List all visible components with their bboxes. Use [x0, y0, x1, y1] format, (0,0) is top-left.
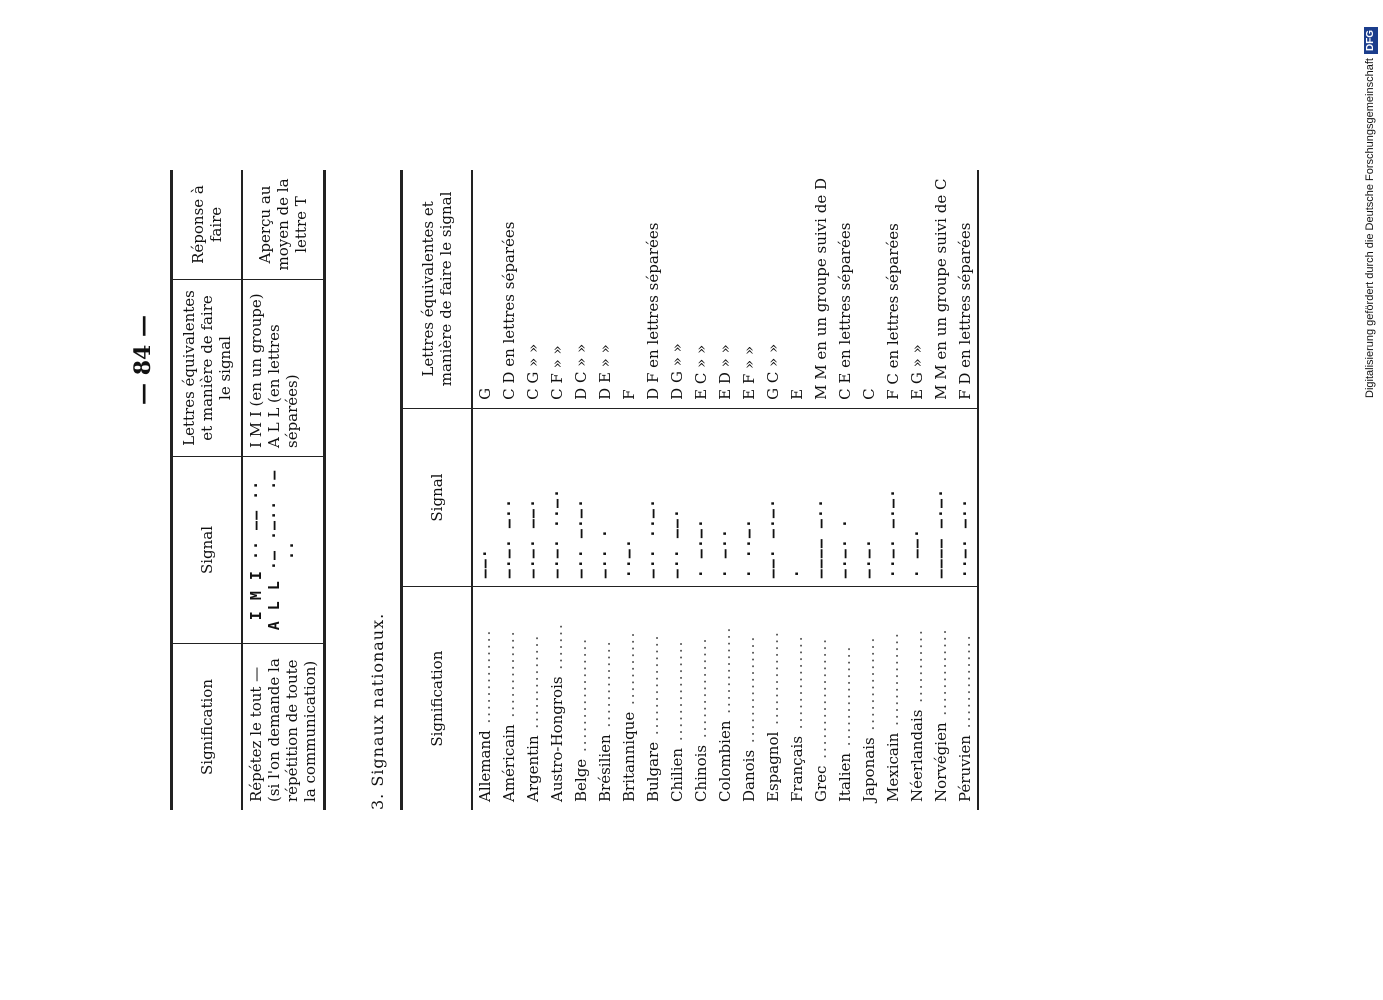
dfg-credit — [1360, 8, 1380, 398]
table-row — [857, 170, 881, 810]
equivalent-letters: E F » » — [737, 170, 761, 408]
country-name: Français — [788, 735, 806, 802]
leader-dots: .............. — [884, 631, 902, 733]
dfg-credit-text: Digitalisierung gefördert durch die Deutsche Forschungsgemeinschaft — [1364, 58, 1376, 398]
leader-dots: ............. — [932, 627, 950, 723]
country-name: Italien — [836, 752, 854, 802]
morse-signal: ——· — [472, 408, 497, 586]
country-name: Espagnol — [764, 731, 782, 802]
leader-dots: .............. — [788, 634, 806, 736]
t1-header-letters: Lettres équivalentes et manière de faire le signal — [172, 280, 243, 457]
table-row — [953, 170, 978, 810]
morse-signal: ——· —·—· — [761, 408, 785, 586]
t2-header-signification: Signification — [402, 587, 473, 810]
leader-dots: ................. — [572, 636, 590, 759]
country-name: Argentin — [524, 735, 542, 802]
leader-dots: ............. — [596, 639, 614, 735]
morse-signal: —·· ——· — [665, 408, 689, 586]
table-row — [242, 170, 325, 810]
table-row — [569, 170, 593, 810]
morse-signal: —·· ··—· — [641, 408, 665, 586]
leader-dots: ............... — [644, 633, 662, 742]
national-signals-table — [400, 170, 979, 810]
country-name: Norvégien — [932, 722, 950, 802]
t1-letters-line1: I M I (en un groupe) — [247, 293, 265, 448]
equivalent-letters: C F » » — [545, 170, 569, 408]
country-name: Américain — [500, 724, 518, 802]
morse-signal: · —·· — [713, 408, 737, 586]
equivalent-letters: F D en lettres séparées — [953, 170, 978, 408]
country-name: Britannique — [620, 711, 638, 802]
leader-dots: ........... — [620, 630, 638, 712]
table-row — [713, 170, 737, 810]
equivalent-letters: D C » » — [569, 170, 593, 408]
equivalent-letters: C D en lettres séparées — [497, 170, 521, 408]
leader-dots: ....... — [548, 622, 566, 677]
equivalent-letters: G C » » — [761, 170, 785, 408]
country-name: Allemand — [476, 730, 494, 802]
table-row — [641, 170, 665, 810]
rotated-content — [130, 0, 974, 820]
page-number: — 84 — — [130, 315, 156, 405]
table-row — [497, 170, 521, 810]
leader-dots: .............. — [476, 628, 494, 731]
leader-dots: .............. — [764, 630, 782, 732]
morse-signal: —·—· — [857, 408, 881, 586]
table-row — [761, 170, 785, 810]
morse-signal: —·—· ··—· — [545, 408, 569, 586]
dfg-logo: DFG — [1364, 27, 1378, 54]
table-row — [929, 170, 953, 810]
morse-signal: · ··—· — [737, 408, 761, 586]
country-name: Péruvien — [956, 735, 974, 802]
equivalent-letters: E G » » — [905, 170, 929, 408]
leader-dots: ............. — [716, 625, 734, 721]
table-row — [521, 170, 545, 810]
t1-header-signification: Signification — [172, 644, 243, 811]
equivalent-letters: D F en lettres séparées — [641, 170, 665, 408]
equivalent-letters: M M en un groupe suivi de C — [929, 170, 953, 408]
leader-dots: ............... — [692, 636, 710, 745]
t1-signification: Répétez le tout — (si l'on demande la répétition de toute la communication) — [247, 658, 319, 802]
table-row — [881, 170, 905, 810]
country-name: Chilien — [668, 747, 686, 802]
t1-signal-line2: A L L ·— ·—·· ·—·· — [265, 469, 301, 631]
leader-dots: ........... — [908, 628, 926, 710]
t2-header-signal: Signal — [402, 408, 473, 586]
equivalent-letters: F C en lettres séparées — [881, 170, 905, 408]
equivalent-letters: C G » » — [521, 170, 545, 408]
morse-signal: ———— —·—· — [929, 408, 953, 586]
equivalent-letters: E C » » — [689, 170, 713, 408]
morse-signal: · — [785, 408, 809, 586]
morse-signal: —·· —·—· — [569, 408, 593, 586]
table-row — [785, 170, 809, 810]
country-name: Grec — [812, 765, 830, 802]
table-row — [737, 170, 761, 810]
equivalent-letters: M M en un groupe suivi de D — [809, 170, 833, 408]
country-name: Colombien — [716, 720, 734, 802]
table-row — [665, 170, 689, 810]
t1-header-signal: Signal — [172, 457, 243, 644]
morse-signal: · —·—· — [689, 408, 713, 586]
equivalent-letters: D E » » — [593, 170, 617, 408]
leader-dots: .............. — [524, 633, 542, 736]
country-name: Bulgare — [644, 741, 662, 802]
leader-dots: ............... — [836, 644, 854, 753]
country-name: Danois — [740, 749, 758, 802]
morse-signal: · ——· — [905, 408, 929, 586]
t1-signal-line1: I M I ·· —— ·· — [247, 479, 265, 621]
morse-signal: —·—· ——· — [521, 408, 545, 586]
t2-body — [472, 170, 978, 810]
leader-dots: .............. — [956, 633, 974, 736]
morse-signal: ———— —·· — [809, 408, 833, 586]
country-name: Brésilien — [596, 734, 614, 802]
leader-dots: .................. — [812, 636, 830, 766]
table-row — [689, 170, 713, 810]
country-name: Chinois — [692, 744, 710, 802]
t1-response: Aperçu au moyen de la lettre T — [242, 170, 325, 280]
section-title: 3. Signaux nationaux. — [368, 612, 387, 810]
equivalent-letters: C — [857, 170, 881, 408]
morse-signal: —·—· · — [833, 408, 857, 586]
equivalent-letters: E — [785, 170, 809, 408]
country-name: Néerlandais — [908, 709, 926, 802]
equivalent-letters: G — [472, 170, 497, 408]
country-name: Austro-Hongrois — [548, 676, 566, 802]
morse-signal: ··—· — [617, 408, 641, 586]
table-row — [617, 170, 641, 810]
leader-dots: ............... — [668, 639, 686, 748]
table-row — [833, 170, 857, 810]
equivalent-letters: F — [617, 170, 641, 408]
repeat-signal-table — [170, 170, 326, 810]
table-row — [545, 170, 569, 810]
leader-dots: .............. — [860, 635, 878, 738]
morse-signal: ··—· —·—· — [881, 408, 905, 586]
t1-header-response: Réponse à faire — [172, 170, 243, 280]
table-row — [472, 170, 497, 810]
leader-dots: ............. — [500, 629, 518, 725]
t1-letters-line2: A L L (en lettres séparées) — [265, 324, 301, 448]
equivalent-letters: C E en lettres séparées — [833, 170, 857, 408]
equivalent-letters: E D » » — [713, 170, 737, 408]
equivalent-letters: D G » » — [665, 170, 689, 408]
country-name: Japonais — [860, 737, 878, 802]
country-name: Belge — [572, 758, 590, 802]
table-row — [809, 170, 833, 810]
country-name: Mexicain — [884, 732, 902, 802]
leader-dots: ................ — [740, 634, 758, 750]
morse-signal: —·—· —·· — [497, 408, 521, 586]
t2-header-letters: Lettres équivalentes et manière de faire le signal — [402, 170, 473, 408]
table-row — [905, 170, 929, 810]
morse-signal: ··—· —·· — [953, 408, 978, 586]
morse-signal: —·· · — [593, 408, 617, 586]
table-row — [593, 170, 617, 810]
